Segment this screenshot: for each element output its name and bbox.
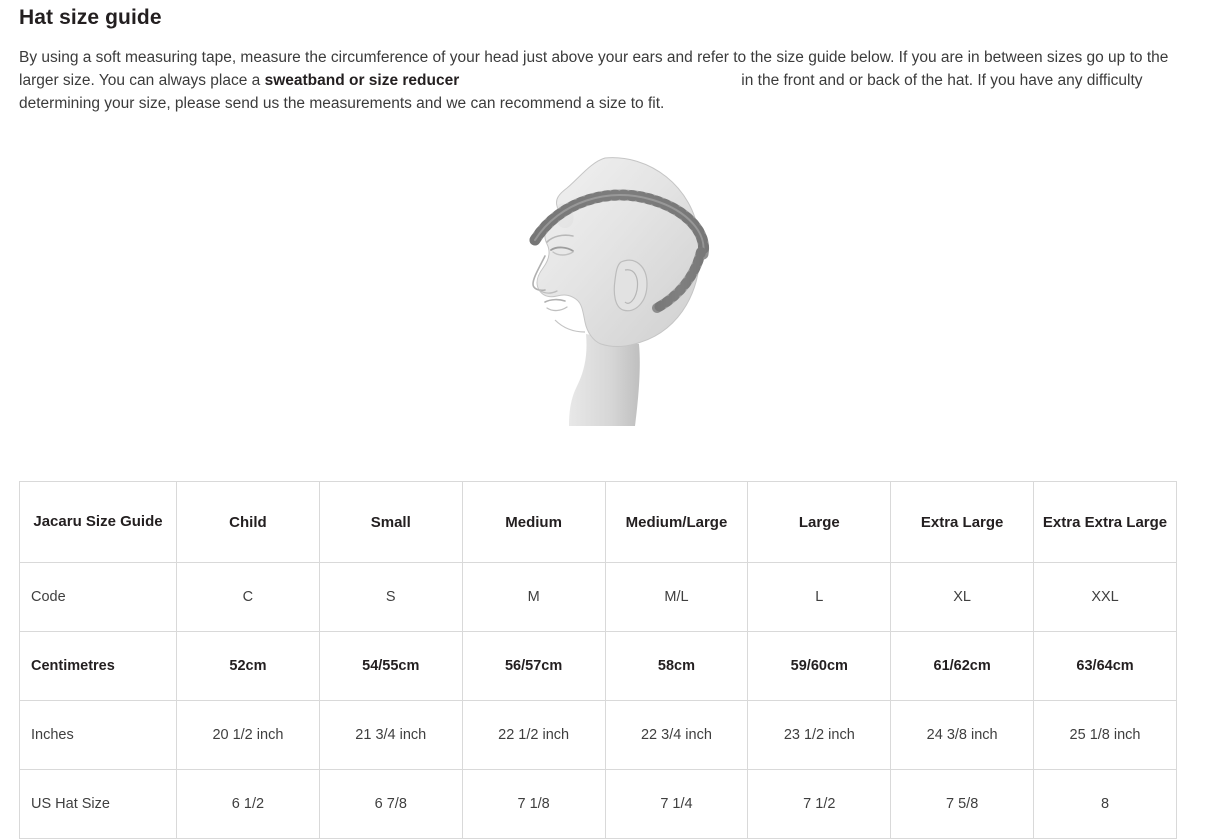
cell-inches-medium: 22 1/2 inch xyxy=(462,701,605,770)
cell-code-medium: M xyxy=(462,563,605,632)
cell-centimetres-large: 59/60cm xyxy=(748,632,891,701)
cell-inches-extra-large: 24 3/8 inch xyxy=(891,701,1034,770)
column-header-medium: Medium xyxy=(462,482,605,563)
table-header-row xyxy=(20,482,1177,563)
row-label-us-hat-size: US Hat Size xyxy=(20,770,177,839)
intro-text-part2: in the front and or back of the hat. If you have any difficulty determining your size, please send us the measurements and we can recommend a size to fit. xyxy=(19,71,1143,112)
size-guide-table-head xyxy=(20,482,1177,563)
page-title: Hat size guide xyxy=(19,6,162,29)
hat-size-guide-page xyxy=(0,6,1214,824)
table-row xyxy=(20,701,1177,770)
cell-inches-child: 20 1/2 inch xyxy=(177,701,320,770)
cell-centimetres-extra-extra-large: 63/64cm xyxy=(1034,632,1177,701)
cell-us-hat-size-extra-large: 7 5/8 xyxy=(891,770,1034,839)
head-illustration xyxy=(19,130,1195,465)
cell-centimetres-extra-large: 61/62cm xyxy=(891,632,1034,701)
cell-us-hat-size-large: 7 1/2 xyxy=(748,770,891,839)
cell-inches-medium-large: 22 3/4 inch xyxy=(605,701,748,770)
cell-centimetres-medium: 56/57cm xyxy=(462,632,605,701)
table-corner-label: Jacaru Size Guide xyxy=(20,482,177,563)
cell-us-hat-size-medium: 7 1/8 xyxy=(462,770,605,839)
column-header-extra-large: Extra Large xyxy=(891,482,1034,563)
cell-code-large: L xyxy=(748,563,891,632)
cell-code-extra-extra-large: XXL xyxy=(1034,563,1177,632)
cell-centimetres-child: 52cm xyxy=(177,632,320,701)
cell-us-hat-size-child: 6 1/2 xyxy=(177,770,320,839)
cell-centimetres-small: 54/55cm xyxy=(319,632,462,701)
cell-inches-small: 21 3/4 inch xyxy=(319,701,462,770)
intro-emphasis: sweatband or size reducer xyxy=(264,71,460,89)
row-label-centimetres: Centimetres xyxy=(20,632,177,701)
cell-us-hat-size-medium-large: 7 1/4 xyxy=(605,770,748,839)
table-row xyxy=(20,770,1177,839)
cell-code-medium-large: M/L xyxy=(605,563,748,632)
table-row xyxy=(20,632,1177,701)
column-header-child: Child xyxy=(177,482,320,563)
intro-paragraph xyxy=(19,46,1179,115)
cell-us-hat-size-small: 6 7/8 xyxy=(319,770,462,839)
intro-text-part1: By using a soft measuring tape, measure the circumference of your head just above your ears and refer to the size guide below. If you are in between sizes go up to the larger size. You can always place a xyxy=(19,48,1169,89)
size-guide-table-body xyxy=(20,563,1177,839)
column-header-medium-large: Medium/Large xyxy=(605,482,748,563)
column-header-extra-extra-large: Extra Extra Large xyxy=(1034,482,1177,563)
cell-centimetres-medium-large: 58cm xyxy=(605,632,748,701)
cell-us-hat-size-extra-extra-large: 8 xyxy=(1034,770,1177,839)
size-guide-table xyxy=(19,481,1177,839)
column-header-small: Small xyxy=(319,482,462,563)
cell-code-child: C xyxy=(177,563,320,632)
mannequin-head-icon xyxy=(489,144,739,464)
table-row xyxy=(20,563,1177,632)
head-illustration-image xyxy=(489,144,739,464)
row-label-code: Code xyxy=(20,563,177,632)
cell-inches-large: 23 1/2 inch xyxy=(748,701,891,770)
cell-code-small: S xyxy=(319,563,462,632)
cell-inches-extra-extra-large: 25 1/8 inch xyxy=(1034,701,1177,770)
row-label-inches: Inches xyxy=(20,701,177,770)
cell-code-extra-large: XL xyxy=(891,563,1034,632)
column-header-large: Large xyxy=(748,482,891,563)
